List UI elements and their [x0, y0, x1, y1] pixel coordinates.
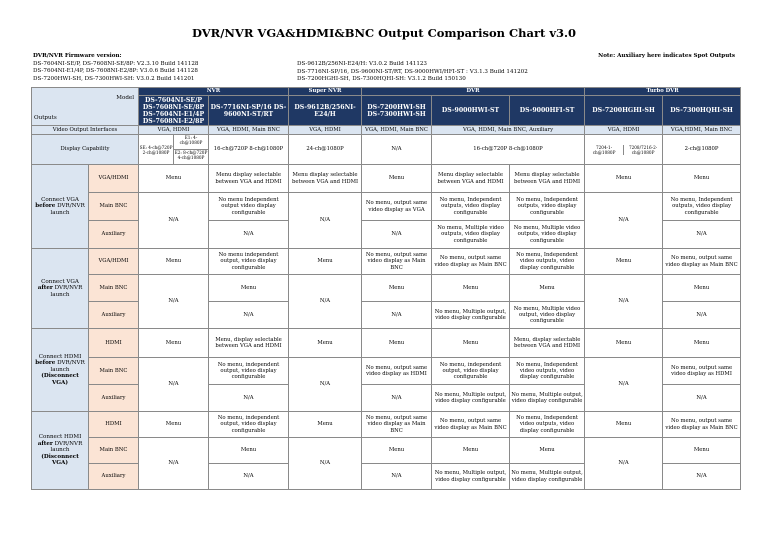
- output-type-label: Main BNC: [89, 438, 139, 464]
- cell: Menu: [209, 275, 289, 302]
- output-type-label: Auxiliary: [89, 464, 139, 490]
- display-capability-nvr: [139, 135, 209, 165]
- cell: No menu, output same video display as Main BNC: [432, 412, 510, 438]
- scenario-label-text: DVR/NVR launch: [50, 285, 83, 298]
- scenario-label-extra: (Disconnect VGA): [41, 453, 79, 467]
- cell: No menu, output same video display as Main BNC: [663, 412, 741, 438]
- page-title: DVR/NVR VGA&HDMI&BNC Output Comparison Chart v3.0: [191, 26, 577, 40]
- cell: N/A: [362, 385, 432, 412]
- cell-merged: N/A: [289, 193, 362, 249]
- header-outputs-model: [32, 88, 139, 126]
- cell: No menu, output same video display as HDMI: [362, 358, 432, 385]
- firmware-line: DS-7200HWI-SH, DS-7300HWI-SH: V3.0.2 Build 141201: [33, 75, 195, 82]
- cell: Menu: [209, 438, 289, 464]
- scenario-label: [32, 329, 89, 412]
- cell: No menu, Multiple output, video display configurable: [510, 385, 585, 412]
- cell: Menu: [289, 412, 362, 438]
- comparison-table: [31, 87, 741, 490]
- cell: Menu: [139, 329, 209, 358]
- cell: Menu: [139, 249, 209, 275]
- scenario-label: [32, 412, 89, 490]
- group-nvr: NVR: [139, 88, 289, 96]
- display-capability-7208: 7208/7216-2-ch@1080P: [628, 144, 658, 155]
- cell: N/A: [663, 302, 741, 329]
- cell: No menu, Independent video outputs, video display configurable: [510, 249, 585, 275]
- scenario-label-extra: (Disconnect VGA): [41, 373, 79, 386]
- group-dvr: DVR: [362, 88, 585, 96]
- cell: Menu: [510, 275, 585, 302]
- scenario-row: [32, 249, 741, 275]
- cell: Menu display selectable between VGA and HDMI: [510, 165, 585, 193]
- cell: N/A: [663, 385, 741, 412]
- cell: No menu, independent output, video display configurable: [432, 358, 510, 385]
- model-header: DS-7200HWI-SH DS-7300HWI-SH: [362, 96, 432, 126]
- cell: Menu, display selectable between VGA and HDMI: [510, 329, 585, 358]
- cell: Menu: [663, 438, 741, 464]
- cell: Menu: [289, 329, 362, 358]
- scenario-row: [32, 165, 741, 193]
- cell: N/A: [663, 464, 741, 490]
- firmware-line: DS-7200HGHI-SH, DS-7300HQHI-SH: V3.1.2 Build 150130: [297, 76, 466, 83]
- video-output-value: VGA, HDMI: [139, 126, 209, 135]
- scenario-row: [32, 275, 741, 302]
- scenario-row: [32, 358, 741, 385]
- cell: No menu, Multiple video outputs, video display configurable: [510, 221, 585, 249]
- display-capability-e1: E1: 4-ch@1080P: [174, 135, 208, 150]
- scenario-label-timing: before: [35, 203, 56, 210]
- display-capability-7204: 7204-1-ch@1080P: [585, 145, 624, 155]
- display-capability-label: Display Capability: [32, 135, 139, 165]
- cell: No menu, Independent outputs, video display configurable: [663, 193, 741, 221]
- cell-merged: N/A: [585, 193, 663, 249]
- cell: No menu, output same video display as Main BNC: [362, 249, 432, 275]
- auxiliary-note: Note: Auxiliary here indicates Spot Outputs: [598, 53, 735, 59]
- scenario-label-text: DVR/NVR launch: [50, 440, 83, 454]
- cell: Menu: [585, 249, 663, 275]
- display-capability-value: 24-ch@1080P: [289, 135, 362, 165]
- cell: No menu, output same video display as Main BNC: [432, 249, 510, 275]
- cell: No menu, Independent video outputs, video display configurable: [510, 412, 585, 438]
- output-type-label: Auxiliary: [89, 302, 139, 329]
- scenario-row: [32, 412, 741, 438]
- cell: No menu, independent output, video display configurable: [209, 412, 289, 438]
- cell: Menu: [663, 275, 741, 302]
- group-super-nvr: Super NVR: [289, 88, 362, 96]
- firmware-line: DS-7604NI-E1/4P, DS-7608NI-E2/8P: V3.0.6 Build 141128: [33, 68, 198, 75]
- cell: N/A: [663, 221, 741, 249]
- scenario-row: [32, 438, 741, 464]
- cell: No menu, Independent video outputs, video display configurable: [510, 358, 585, 385]
- cell: Menu: [585, 412, 663, 438]
- cell-merged: N/A: [289, 438, 362, 490]
- cell: Menu: [362, 275, 432, 302]
- cell: N/A: [362, 221, 432, 249]
- cell: N/A: [362, 302, 432, 329]
- display-capability-value: 2-ch@1080P: [663, 135, 741, 165]
- cell-merged: N/A: [139, 193, 209, 249]
- group-turbo-dvr: Turbo DVR: [585, 88, 741, 96]
- cell: No menu, output same video display as Main BNC: [362, 412, 432, 438]
- model-label: Model: [116, 95, 134, 101]
- output-type-label: Main BNC: [89, 275, 139, 302]
- model-header: DS-7200HGHI-SH: [585, 96, 663, 126]
- cell: No menu independent output, video display configurable: [209, 249, 289, 275]
- scenario-label-timing: after: [37, 285, 53, 292]
- cell: Menu: [139, 165, 209, 193]
- scenario-label-text: Connect HDMI: [38, 434, 82, 441]
- cell-merged: N/A: [139, 275, 209, 329]
- firmware-line: DS-7604NI-SE/P, DS-7608NI-SE/8P: V2.3.10 Build 141128: [33, 60, 199, 67]
- cell: No menu, Multiple output, video display configurable: [510, 464, 585, 490]
- cell: No menu, output same video display as VGA: [362, 193, 432, 221]
- model-header: DS-9000HFI-ST: [510, 96, 585, 126]
- cell: N/A: [209, 464, 289, 490]
- cell: No menu Independent output video display configurable: [209, 193, 289, 221]
- cell: Menu: [585, 165, 663, 193]
- cell-merged: N/A: [585, 438, 663, 490]
- cell: Menu: [585, 329, 663, 358]
- scenario-label-text: DVR/NVR launch: [50, 360, 85, 373]
- cell-merged: N/A: [139, 438, 209, 490]
- output-type-label: VGA/HDMI: [89, 165, 139, 193]
- output-type-label: Main BNC: [89, 358, 139, 385]
- video-output-interfaces-label: Video Output Interfaces: [32, 126, 139, 135]
- cell: No menu, Multiple output, video display configurable: [432, 464, 510, 490]
- cell: N/A: [209, 221, 289, 249]
- cell: No menu, output same video display as HDMI: [663, 358, 741, 385]
- model-header: DS-7716NI-SP/16 DS-9600NI-ST/RT: [209, 96, 289, 126]
- scenario-row: [32, 329, 741, 358]
- cell: No menu, independent output, video display configurable: [209, 358, 289, 385]
- video-output-value: VGA, HDMI, Main BNC: [209, 126, 289, 135]
- cell-merged: N/A: [289, 358, 362, 412]
- scenario-label-text: DVR/NVR launch: [50, 203, 85, 216]
- cell: No menu, output same video display as Main BNC: [663, 249, 741, 275]
- cell-merged: N/A: [585, 358, 663, 412]
- scenario-label-text: Connect VGA: [41, 196, 79, 203]
- cell: N/A: [362, 464, 432, 490]
- scenario-row: [32, 193, 741, 221]
- scenario-label-text: Connect HDMI: [38, 353, 82, 360]
- cell: N/A: [209, 385, 289, 412]
- cell: Menu: [432, 329, 510, 358]
- cell: Menu: [432, 275, 510, 302]
- output-type-label: HDMI: [89, 412, 139, 438]
- cell-merged: N/A: [585, 275, 663, 329]
- cell: Menu: [289, 249, 362, 275]
- cell: Menu: [362, 165, 432, 193]
- cell: No menu, Independent outputs, video display configurable: [432, 193, 510, 221]
- cell: Menu, display selectable between VGA and HDMI: [209, 329, 289, 358]
- video-output-value: VGA, HDMI, Main BNC: [362, 126, 432, 135]
- model-header: DS-7604NI-SE/P DS-7608NI-SE/8P DS-7604NI-E1/4P DS-7608NI-E2/8P: [139, 96, 209, 126]
- display-capability-turbo: [585, 135, 663, 165]
- scenario-label-timing: before: [35, 360, 56, 367]
- cell: No menu, Multiple output, video display configurable: [432, 385, 510, 412]
- output-type-label: Main BNC: [89, 193, 139, 221]
- output-type-label: HDMI: [89, 329, 139, 358]
- outputs-label: Outputs: [34, 114, 57, 121]
- cell-merged: N/A: [289, 275, 362, 329]
- display-capability-value: N/A: [362, 135, 432, 165]
- firmware-line: DS-9612B/256NI-E24/H: V3.0.2 Build 141123: [297, 61, 427, 67]
- cell: Menu: [663, 165, 741, 193]
- cell: Menu: [362, 329, 432, 358]
- firmware-info-2: [297, 61, 528, 84]
- cell: Menu display selectable between VGA and HDMI: [209, 165, 289, 193]
- video-output-value: VGA,HDMI, Main BNC: [663, 126, 741, 135]
- model-header: DS-9000HWI-ST: [432, 96, 510, 126]
- cell: No menu, Multiple output, video display configurable: [432, 302, 510, 329]
- cell: Menu: [432, 438, 510, 464]
- scenario-label-timing: after: [37, 440, 53, 447]
- cell: No menu, Multiple video output, video display configurable: [510, 302, 585, 329]
- video-output-value: VGA, HDMI, Main BNC, Auxiliary: [432, 126, 585, 135]
- cell: Menu: [663, 329, 741, 358]
- display-capability-value: 16-ch@720P 8-ch@1080P: [209, 135, 289, 165]
- cell: Menu display selectable between VGA and HDMI: [432, 165, 510, 193]
- cell: Menu display selectable between VGA and HDMI: [289, 165, 362, 193]
- model-header: DS-9612B/256NI-E24/H: [289, 96, 362, 126]
- firmware-info: [33, 53, 198, 83]
- cell: Menu: [139, 412, 209, 438]
- output-type-label: VGA/HDMI: [89, 249, 139, 275]
- cell: Menu: [510, 438, 585, 464]
- cell: No menu, Independent outputs, video display configurable: [510, 193, 585, 221]
- scenario-label: [32, 249, 89, 329]
- display-capability-e2: E2: 8-ch@720P 4-ch@1080P: [174, 150, 208, 160]
- cell: Menu: [362, 438, 432, 464]
- model-header: DS-7300HQHI-SH: [663, 96, 741, 126]
- firmware-heading: DVR/NVR Firmware version:: [33, 53, 122, 59]
- cell: No menu, Multiple video outputs, video display configurable: [432, 221, 510, 249]
- cell: N/A: [209, 302, 289, 329]
- firmware-line: DS-7716NI-SP/16, DS-9600NI-ST/RT, DS-9000HWI/HFI-ST : V3.1.3 Build 141202: [297, 68, 528, 75]
- cell-merged: N/A: [139, 358, 209, 412]
- video-output-value: VGA, HDMI: [585, 126, 663, 135]
- scenario-label-text: Connect VGA: [41, 278, 79, 285]
- video-output-value: VGA, HDMI: [289, 126, 362, 135]
- output-type-label: Auxiliary: [89, 221, 139, 249]
- output-type-label: Auxiliary: [89, 385, 139, 412]
- display-capability-se: SE: 4-ch@720P 2-ch@1080P: [139, 135, 174, 164]
- scenario-label: [32, 165, 89, 249]
- display-capability-value: 16-ch@720P 8-ch@1080P: [432, 135, 585, 165]
